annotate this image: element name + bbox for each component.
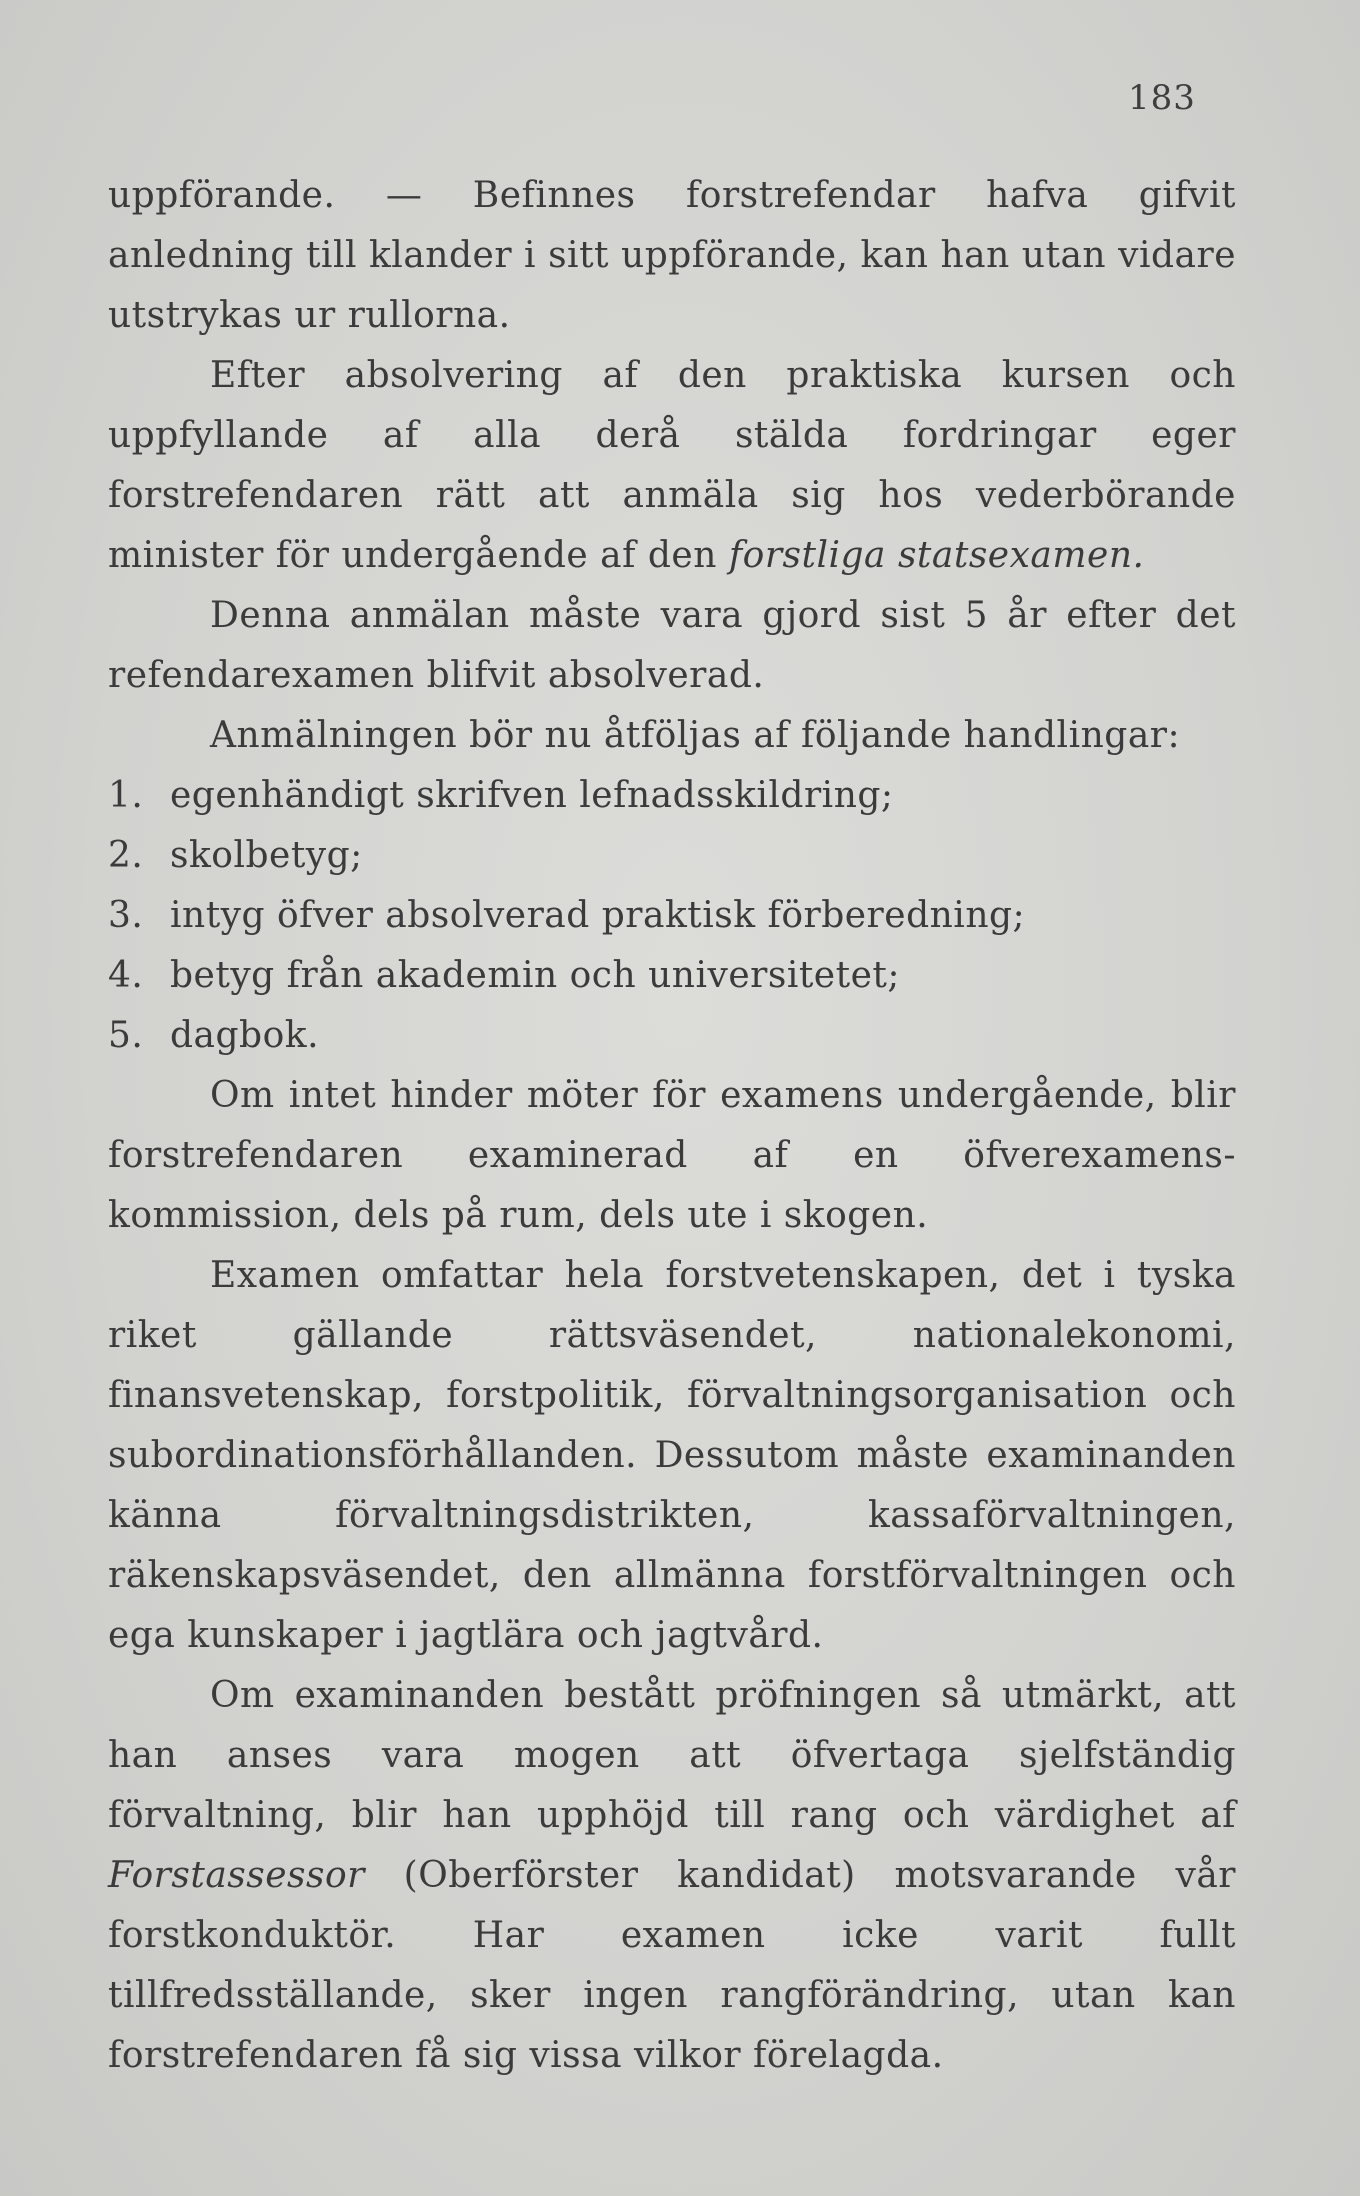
paragraph-6: Examen omfattar hela forstvetenskapen, det i tyska riket gällande rättsväsendet, nationalekonomi, finansvetenskap, forstpolitik, förvaltningsorganisation och subordinationsförhållanden. Dessutom måste examinanden känna förvaltningsdistrikten, kassaförvaltningen, räkenskapsväsendet, den allmänna forstförvaltningen och ega kunskaper i jagtlära och jagtvård. — [108, 1255, 1236, 1656]
list-item-number: 4. — [108, 955, 144, 996]
list-item-number: 5. — [108, 1015, 144, 1056]
list-item-number: 2. — [108, 835, 144, 876]
list-item-text: intyg öfver absolverad praktisk förberedning; — [170, 895, 1026, 936]
paragraph-7-italic: Forstassessor — [108, 1855, 365, 1896]
paragraph-1: uppförande. — Befinnes forstrefendar hafva gifvit anledning till klander i sitt uppförande, kan han utan vidare utstrykas ur rullorna. — [108, 175, 1236, 336]
list-item-text: dagbok. — [170, 1015, 320, 1056]
list-item — [108, 826, 1236, 886]
list-item-text: skolbetyg; — [170, 835, 363, 876]
body-text — [108, 166, 1236, 2086]
list-item — [108, 886, 1236, 946]
paragraph-2-italic: forstliga statsexamen. — [728, 535, 1145, 576]
list-item-number: 1. — [108, 775, 144, 816]
list-item-text: egenhändigt skrifven lefnadsskildring; — [170, 775, 894, 816]
paragraph-2 — [108, 346, 1236, 586]
list-item — [108, 946, 1236, 1006]
paragraph-4: Anmälningen bör nu åtföljas af följande handlingar: — [210, 715, 1181, 756]
paragraph-7-text-start: Om examinanden bestått pröfningen så utmärkt, att han anses vara mogen att öfvertaga sjelfständig förvaltning, blir han upphöjd till rang och värdighet af — [108, 1675, 1236, 1836]
list-item — [108, 766, 1236, 826]
paragraph-7 — [108, 1666, 1236, 2086]
paragraph-2-text: Efter absolvering af den praktiska kursen och uppfyllande af alla derå stälda fordringar eger forstrefendaren rätt att anmäla sig hos vederbörande minister för undergående af den — [108, 355, 1236, 576]
list-item-text: betyg från akademin och universitetet; — [170, 955, 900, 996]
document-list — [108, 766, 1236, 1066]
paragraph-3: Denna anmälan måste vara gjord sist 5 år efter det refendarexamen blifvit absolverad. — [108, 595, 1236, 696]
list-item — [108, 1006, 1236, 1066]
list-item-number: 3. — [108, 895, 144, 936]
paragraph-7-text-end: (Oberförster kandidat) motsvarande vår forstkonduktör. Har examen icke varit fullt tillfredsställande, sker ingen rangförändring, utan kan forstrefendaren få sig vissa vilkor förelagda. — [108, 1855, 1236, 2076]
page-number: 183 — [1128, 78, 1196, 118]
paragraph-5: Om intet hinder möter för examens undergående, blir forstrefendaren examinerad af en öfverexamens-kommission, dels på rum, dels ute i skogen. — [108, 1075, 1236, 1236]
